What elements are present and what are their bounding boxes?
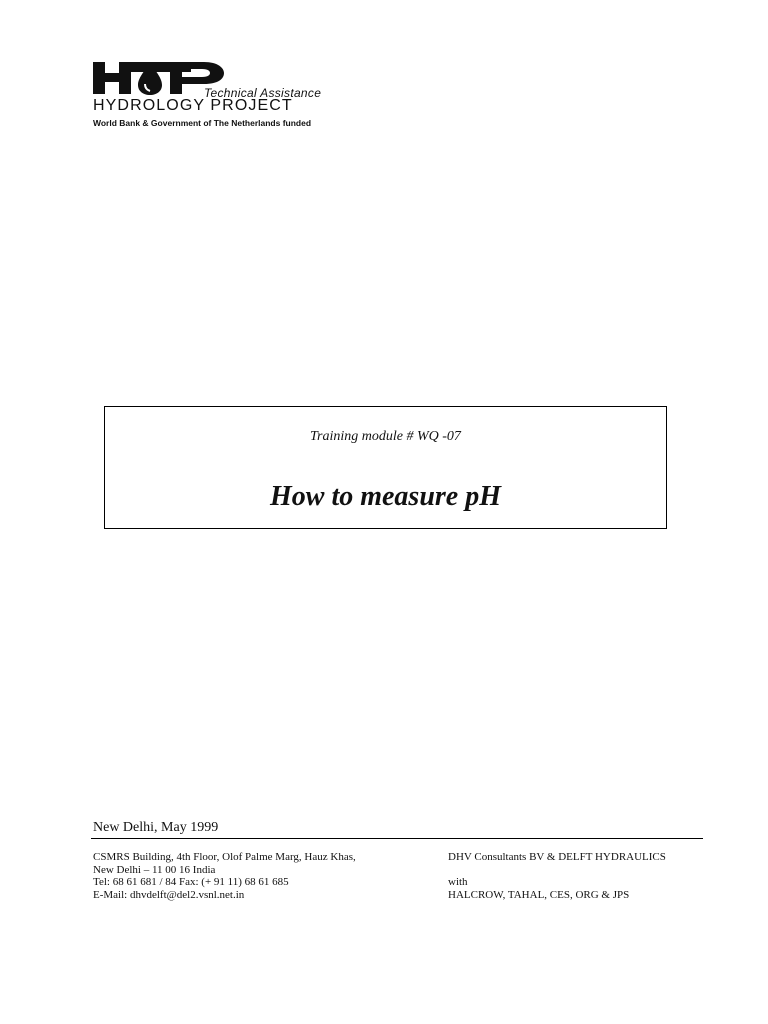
address-line: New Delhi – 11 00 16 India <box>93 863 216 876</box>
address-line: CSMRS Building, 4th Floor, Olof Palme Marg, Hauz Khas, <box>93 851 356 863</box>
partner-line: DHV Consultants BV & DELFT HYDRAULICS <box>448 851 666 863</box>
logo-project-name: HYDROLOGY PROJECT <box>93 97 293 114</box>
footer-divider <box>91 838 703 839</box>
footer-partners <box>448 851 666 901</box>
address-line: Tel: 68 61 681 / 84 Fax: (+ 91 11) 68 61 685 <box>93 876 289 888</box>
partner-line: with <box>448 876 468 888</box>
title-box <box>104 406 667 529</box>
place-date: New Delhi, May 1999 <box>93 820 219 835</box>
partner-line: HALCROW, TAHAL, CES, ORG & JPS <box>448 888 630 901</box>
training-module-label: Training module # WQ -07 <box>310 429 461 444</box>
footer-address <box>93 851 356 901</box>
logo-funding-line: World Bank & Government of The Netherlands funded <box>93 118 312 128</box>
address-email: E-Mail: dhvdelft@del2.vsnl.net.in <box>93 888 245 901</box>
partner-spacer <box>448 864 666 877</box>
logo-tagline: Technical Assistance <box>204 86 322 100</box>
hydrology-project-logo <box>92 60 362 132</box>
document-title: How to measure pH <box>269 481 501 512</box>
